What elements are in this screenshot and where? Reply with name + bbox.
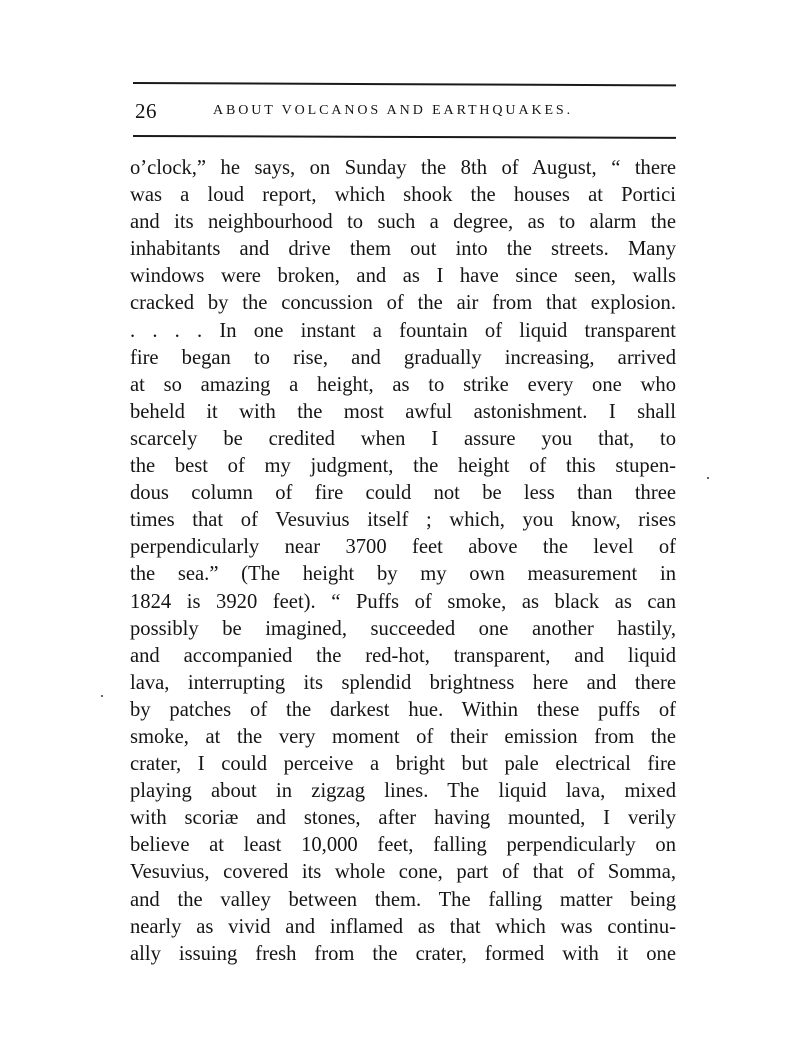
text-line: windows were broken, and as I have since seen, walls: [130, 265, 676, 288]
text-line: cracked by the concussion of the air from that explosion.: [130, 292, 676, 315]
text-line: and accompanied the red-hot, transparent, and liquid: [130, 644, 676, 667]
text-line: crater, I could perceive a bright but pale electrical fire: [130, 753, 676, 776]
text-line: 1824 is 3920 feet). “ Puffs of smoke, as black as can: [130, 590, 676, 613]
page-number: 26: [135, 99, 157, 123]
text-line: scarcely be credited when I assure you that, to: [130, 427, 676, 450]
text-line: nearly as vivid and inflamed as that which was continu-: [130, 915, 676, 938]
text-line: by patches of the darkest hue. Within these puffs of: [130, 698, 676, 721]
text-line: ally issuing fresh from the crater, formed with it one: [130, 942, 676, 965]
text-line: fire began to rise, and gradually increasing, arrived: [130, 346, 676, 369]
text-line: beheld it with the most awful astonishment. I shall: [130, 400, 676, 423]
text-line: inhabitants and drive them out into the streets. Many: [130, 238, 676, 261]
text-line: was a loud report, which shook the houses at Portici: [130, 184, 676, 207]
margin-speck: [101, 695, 103, 697]
text-line: the sea.” (The height by my own measurement in: [130, 563, 676, 586]
text-line: dous column of fire could not be less than three: [130, 482, 676, 505]
text-line: with scoriæ and stones, after having mounted, I verily: [130, 807, 676, 830]
text-line: at so amazing a height, as to strike every one who: [130, 373, 676, 396]
text-line: and its neighbourhood to such a degree, as to alarm the: [130, 211, 676, 234]
text-line: the best of my judgment, the height of this stupen-: [130, 455, 676, 478]
body-text: [130, 155, 676, 968]
text-line: o’clock,” he says, on Sunday the 8th of August, “ there: [130, 157, 676, 179]
header-top-rule: [133, 82, 676, 86]
running-head: ABOUT VOLCANOS AND EARTHQUAKES.: [213, 103, 574, 118]
margin-speck: [707, 477, 709, 479]
text-line: lava, interrupting its splendid brightness here and there: [130, 671, 676, 694]
text-line: . . . . In one instant a fountain of liquid transparent: [130, 319, 676, 342]
text-line: playing about in zigzag lines. The liquid lava, mixed: [130, 780, 676, 803]
text-line: smoke, at the very moment of their emission from the: [130, 725, 676, 748]
text-line: believe at least 10,000 feet, falling perpendicularly on: [130, 834, 676, 857]
text-line: and the valley between them. The falling matter being: [130, 888, 676, 911]
text-line: Vesuvius, covered its whole cone, part of that of Somma,: [130, 861, 676, 884]
text-line: times that of Vesuvius itself ; which, you know, rises: [130, 509, 676, 532]
header-bottom-rule: [133, 135, 676, 139]
text-line: perpendicularly near 3700 feet above the level of: [130, 536, 676, 559]
text-line: possibly be imagined, succeeded one another hastily,: [130, 617, 676, 640]
